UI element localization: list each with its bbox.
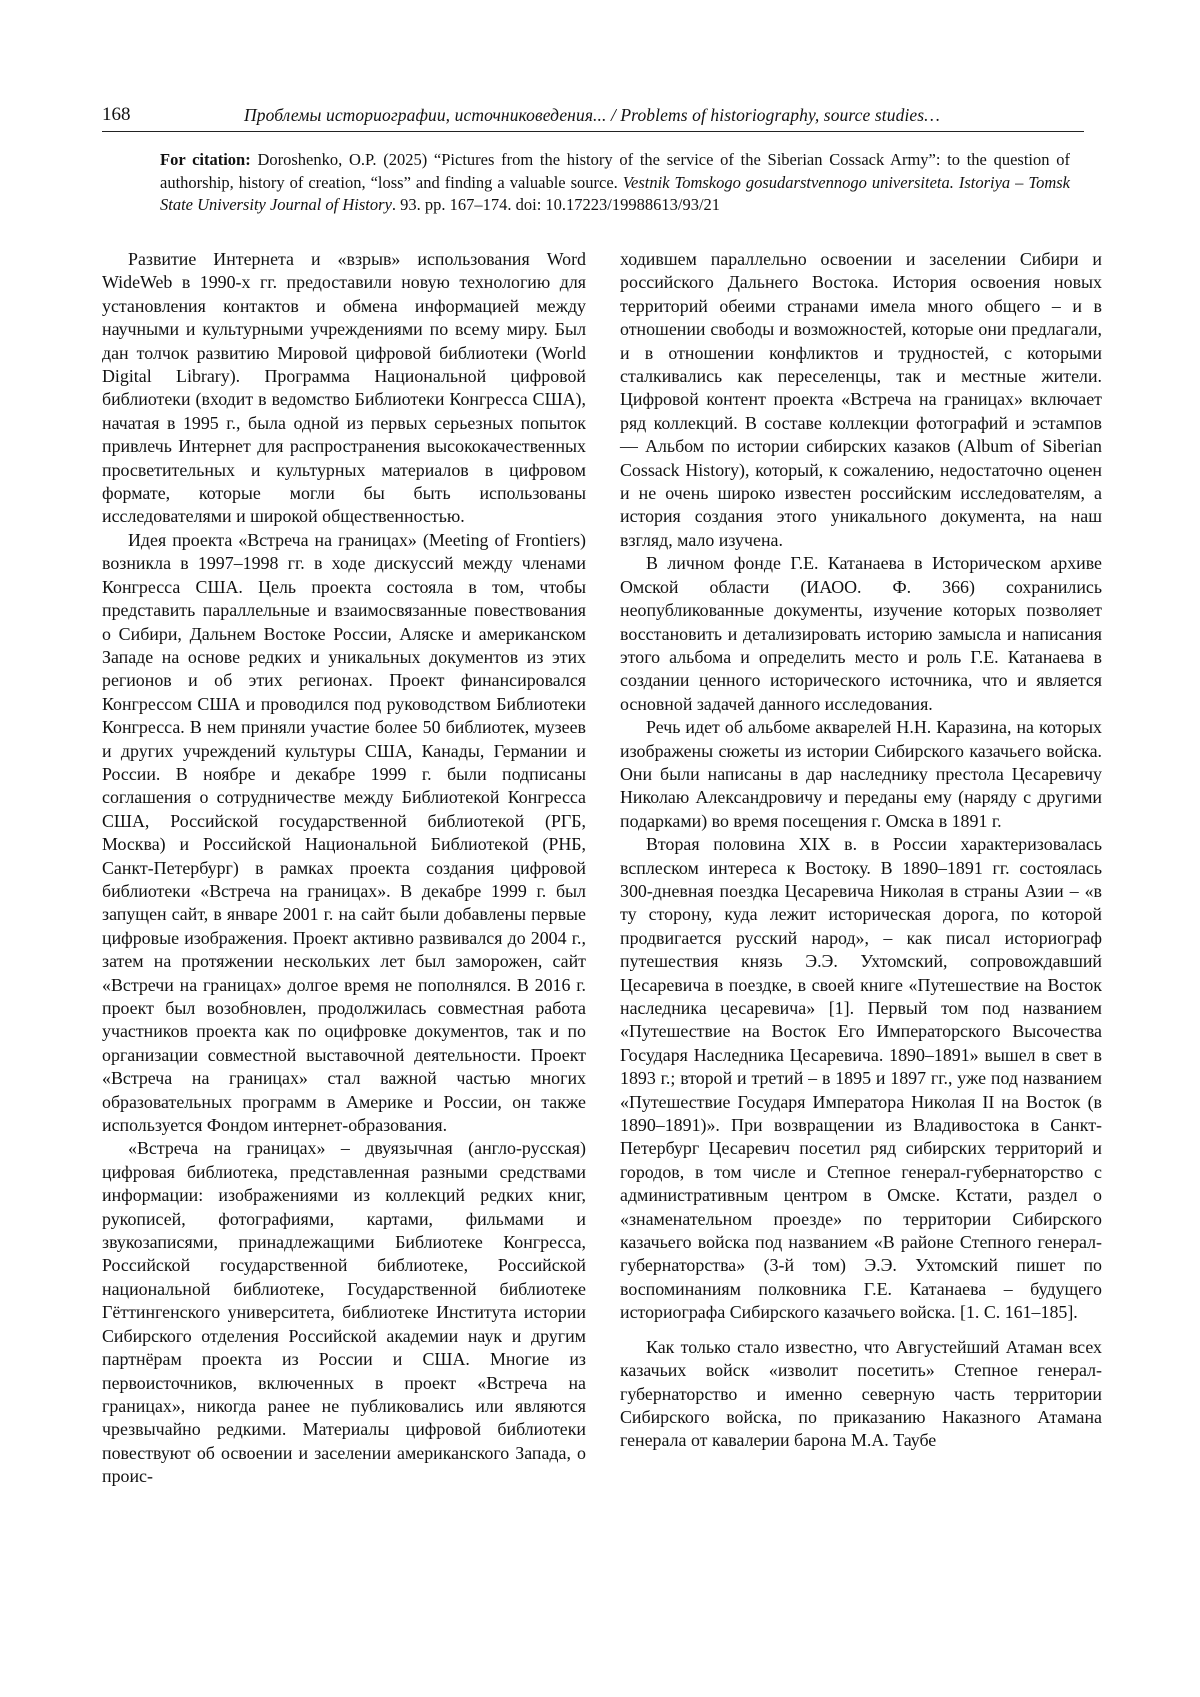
citation-details: . 93. pp. 167–174. doi: 10.17223/19988613/93/21 xyxy=(391,195,721,215)
citation-block xyxy=(160,149,1070,217)
body-paragraph: В личном фонде Г.Е. Катанаева в Историческом архиве Омской области (ИАОО. Ф. 366) сохранились неопубликованные документы, изучение которых позволяет восстановить и детализировать историю замысла и написания этого альбома и определить место и роль Г.Е. Катанаева в создании ценного исторического источника, что и является основной задачей данного исследования. xyxy=(620,553,1102,714)
body-paragraph: Речь идет об альбоме акварелей Н.Н. Каразина, на которых изображены сюжеты из истории Сибирского казачьего войска. Они были написаны в дар наследнику престола Цесаревичу Николаю Александровичу и переданы ему (наряду с другими подарками) во время посещения г. Омска в 1891 г. xyxy=(620,717,1102,831)
body-paragraph: Идея проекта «Встреча на границах» (Meeting of Frontiers) возникла в 1997–1998 гг. в ходе дискуссий между членами Конгресса США. Цель проекта состояла в том, чтобы представить параллельные и взаимосвязанные повествования о Сибири, Дальнем Востоке России, Аляске и американском Западе на основе редких и уникальных документов из этих регионов и об этих регионах. Проект финансировался Конгрессом США и проводился под руководством Библиотеки Конгресса. В нем приняли участие более 50 библиотек, музеев и других учреждений культуры США, Канады, Германии и России. В ноябре и декабре 1999 г. были подписаны соглашения о сотрудничестве между Библиотекой Конгресса США, Российской государственной библиотекой (РГБ, Москва) и Российской Национальной Библиотекой (РНБ, Санкт-Петербург) в рамках проекта создания цифровой библиотеки «Встреча на границах». В декабре 1999 г. был запущен сайт, в январе 2001 г. на сайт были добавлены первые цифровые изображения. Проект активно развивался до 2004 г., затем на протяжении нескольких лет был заморожен, сайт «Встречи на границах» долгое время не пополнялся. В 2016 г. проект был возобновлен, продолжилась совместная работа участников проекта как по оцифровке документов, так и по организации совместной выставочной деятельности. Проект «Встреча на границах» стал важной частью многих образовательных программ в Америке и России, он также используется Фондом интернет-образования. xyxy=(102,529,586,1136)
body-paragraph: «Встреча на границах» – двуязычная (англо-русская) цифровая библиотека, представленная разными средствами информации: изображениями из коллекций редких книг, рукописей, фотографиями, картами, фильмами и звукозаписями, принадлежащими Библиотеке Конгресса, Российской государственной библиотеке, Российской национальной библиотеке, Государственной библиотеке Гёттингенского университета, библиотеке Института истории Сибирского отделения Российской академии наук и другим партнёрам проекта из России и США. Многие из первоисточников, включенных в проект «Встреча на границах», никогда ранее не публиковались или являются чрезвычайно редкими. Материалы цифровой библиотеки повествуют об освоении и заселении американского Запада, о проис- xyxy=(102,1138,586,1487)
body-paragraph: Вторая половина XIX в. в России характеризовалась всплеском интереса к Востоку. В 1890–1891 гг. состоялась 300-дневная поездка Цесаревича Николая в страны Азии – «в ту сторону, куда лежит историческая дорога, по которой продвигается русский народ», – как писал историограф путешествия князь Э.Э. Ухтомский, сопровождавший Цесаревича в поездке, в своей книге «Путешествие на Восток наследника цесаревича» [1]. Первый том под названием «Путешествие на Восток Его Императорского Высочества Государя Наследника Цесаревича. 1890–1891» вышел в свет в 1893 г.; второй и третий – в 1895 и 1897 гг., уже под названием «Путешествие Государя Императора Николая II на Восток (в 1890–1891)». При возвращении из Владивостока в Санкт-Петербург Цесаревич посетил ряд сибирских территорий и городов, в том числе и Степное генерал-губернаторство с административным центром в Омске. Кстати, раздел о «знаменательном проезде» по территории Сибирского казачьего войска под названием «В районе Степного генерал-губернаторства» (3-й том) Э.Э. Ухтомский пишет по воспоминаниям полковника Г.Е. Катанаева – будущего историографа Сибирского казачьего войска. [1. С. 161–185]. xyxy=(620,834,1102,1323)
running-header xyxy=(102,104,1084,134)
citation-authors-title: Doroshenko, O.P. (2025) “Pictures from the history of the service of the Siberian Cossack Army”: to the question of authorship, history of creation, “loss” and finding a valuable source. xyxy=(160,150,1070,192)
left-column xyxy=(102,248,586,1489)
page-number: 168 xyxy=(102,104,131,125)
body-paragraph-continued: ходившем параллельно освоении и заселении Сибири и российского Дальнего Востока. История освоения новых территорий обеими странами имела много общего – и в отношении свободы и возможностей, которые они предлагали, и в отношении конфликтов и трудностей, с которыми сталкивались как переселенцы, так и местные жители. Цифровой контент проекта «Встреча на границах» включает ряд коллекций. В составе коллекции фотографий и эстампов — Альбом по истории сибирских казаков (Album of Siberian Cossack History), который, к сожалению, недостаточно оценен и не очень широко известен российским исследователям, а история создания этого уникального документа, на наш взгляд, мало изучена. xyxy=(620,249,1102,550)
citation-label: For citation: xyxy=(160,150,251,169)
journal-running-title: Проблемы историографии, источниковедения... / Problems of historiography, source studies… xyxy=(244,105,940,125)
body-paragraph: Развитие Интернета и «взрыв» использования Word WideWeb в 1990-х гг. предоставили новую технологию для установления контактов и обмена информацией между научными и культурными учреждениями по всему миру. Был дан толчок развитию Мировой цифровой библиотеки (World Digital Library). Программа Национальной цифровой библиотеки (входит в ведомство Библиотеки Конгресса США), начатая в 1995 г., была одной из первых серьезных попыток привлечь Интернет для распространения высококачественных просветительных и культурных материалов в цифровом формате, которые могли бы быть использованы исследователями и широкой общественностью. xyxy=(102,249,586,527)
header-rule xyxy=(102,131,1084,132)
body-paragraph: Как только стало известно, что Августейший Атаман всех казачьих войск «изволит посетить» Степное генерал-губернаторство и именно северную часть территории Сибирского войска, по приказанию Наказного Атамана генерала от кавалерии барона М.А. Таубе xyxy=(620,1336,1102,1451)
right-column xyxy=(620,248,1102,1453)
citation-journal: Vestnik Tomskogo gosudarstvennogo universiteta. Istoriya – Tomsk State University Journal of History xyxy=(160,172,1070,215)
